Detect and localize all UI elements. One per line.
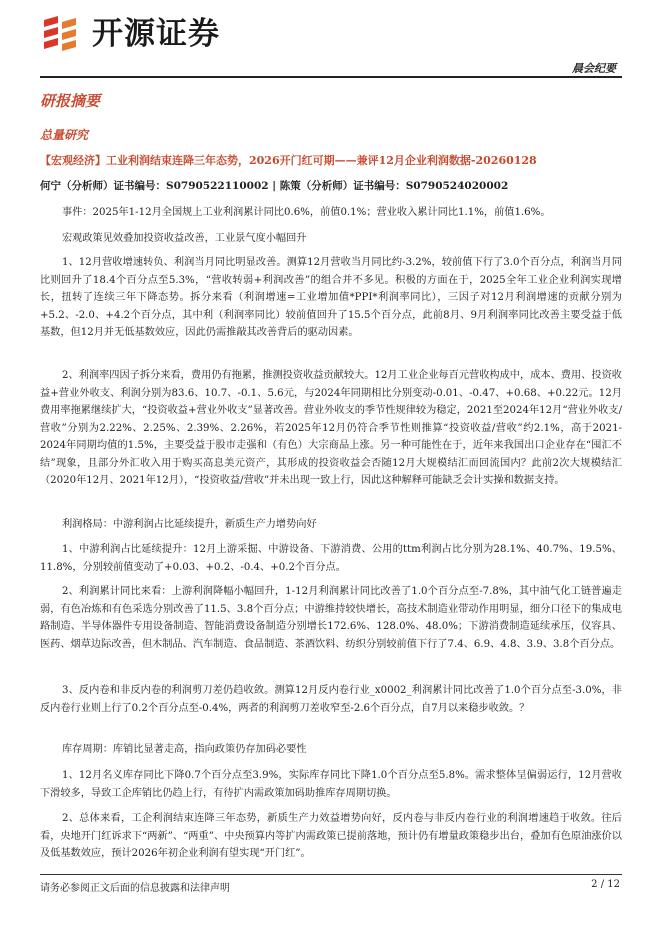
- header-divider: [40, 76, 622, 78]
- body-paragraph: 1、12月营收增速转负、利润当月同比明显改善。测算12月营收当月同比约-3.2%，较前值下行了3.0个百分点，利润当月同比则回升了18.4个百分点至5.3%，“营收转弱+利润改善”的组合并不多见。积极的方面在于，2025全年工业企业利润实现增长，扭转了连续三年下降态势。拆分来看（利润增速=工业增加值*PPI*利润率同比），三因子对12月利润增速的贡献分别为+5.2、-2.0、+4.2个百分点，其中利（利润率同比）较前值回升了15.5个百分点，此前8月、9月利润率同比改善主要受益于低基数，但12月并无低基数效应，因此仍需推敲其改善背后的驱动因素。: [40, 257, 622, 338]
- paragraph-heading: 宏观政策见效叠加投资收益改善，工业景气度小幅回升: [62, 233, 307, 244]
- sub-title: 总量研究: [40, 128, 89, 142]
- body-paragraph: 2、总体来看，工企利润结束连降三年态势，新质生产力效益增势向好，反内卷与非反内卷行业的利润增速趋于收敛。往后看，央地开门红诉求下“两新”、“两重”、中央预算内等扩内需政策已提前落地，预计仍有增量政策稳步出台，叠加有色原油涨价以及低基数效应，预计2026年初企业利润有望实现“开门红”。: [40, 813, 622, 859]
- footer-divider: [40, 874, 622, 875]
- company-logo-icon: [40, 14, 82, 54]
- author-line: 何宁（分析师）证书编号：S0790522110002 | 陈策（分析师）证书编号：S0790524020002: [40, 180, 509, 192]
- body-paragraph: 1、12月名义库存同比下降0.7个百分点至3.9%，实际库存同比下降1.0个百分点至5.8%。需求整体呈偏弱运行，12月营收下滑较多，导致工企库销比仍趋上行，有待扩内需政策加码助推库存周期切换。: [40, 770, 622, 799]
- page-number: 2 / 12: [591, 879, 620, 890]
- section-title: 研报摘要: [40, 92, 101, 110]
- company-logo-text: 开源证券: [92, 16, 220, 52]
- body-paragraph: 2、利润率四因子拆分来看，费用仍有拖累，推测投资收益贡献较大。12月工业企业每百元营收构成中，成本、费用、投资收益+营业外收支、利润分别为83.6、10.7、-0.1、5.6元，与2024年同期相比分别变动-0.01、-0.47、+0.68、+0.22元。12月费用率拖累继续扩大，“投资收益+营业外收支”显著改善。营业外收支的季节性规律较为稳定，2021至2024年12月“营业外收支/营收”分别为2.22%、2.25%、2.39%、2.26%，若2025年12月仍符合季节性则推算“投资收益/营收”约2.1%，高于2021-2024年同期均值的1.5%，主要受益于股市走强和（有色）大宗商品上涨。另一种可能性在于，近年来我国出口企业存在“囤汇不结”现象，且部分外汇收入用于购买高息美元资产，其形成的投资收益会否随12月大规模结汇而回流国内？此前2次大规模结汇（2020年12月、2021年12月），“投资收益/营收”并未出现一致上行，因此这种解释可能缺乏会计实操和数据支持。: [40, 370, 622, 486]
- footer-disclaimer: 请务必参阅正文后面的信息披露和法律声明: [40, 883, 230, 894]
- event-paragraph: 事件：2025年1-12月全国规上工业利润累计同比0.6%，前值0.1%；营业收入累计同比1.1%，前值1.6%。: [62, 207, 551, 218]
- body-paragraph: 2、利润累计同比来看：上游利润降幅小幅回升，1-12月利润累计同比改善了1.0个百分点至-7.8%，其中油气化工链普遍走弱，有色冶炼和有色采选分别改善了11.5、3.8个百分点；中游维持较快增长，高技术制造业带动作用明显，细分口径下的集成电路制造、半导体器件专用设备制造、智能消费设备制造分别增长172.6%、128.0%、48.0%；下游消费制造延续承压，仪容具、医药、烟草边际改善，但木制品、汽车制造、食品制造、茶酒饮料、纺织分别较前值下行了7.4、6.9、4.8、3.9、3.8个百分点。: [40, 586, 622, 650]
- paragraph-heading: 利润格局：中游利润占比延续提升，新质生产力增势向好: [62, 519, 317, 530]
- body-paragraph: 1、中游利润占比延续提升：12月上游采掘、中游设备、下游消费、公用的ttm利润占比分别为28.1%、40.7%、19.5%、11.8%，分别较前值变动了+0.03、+0.2、-0.4、+0.2个百分点。: [40, 544, 622, 573]
- paragraph-heading: 库存周期：库销比显著走高，指向政策仍存加码必要性: [62, 744, 307, 755]
- body-paragraph: 3、反内卷和非反内卷的利润剪刀差仍趋收敛。测算12月反内卷行业_x0002_利润累计同比改善了1.0个百分点至-3.0%，非反内卷行业则上行了0.2个百分点至-0.4%，两者的利润剪刀差收窄至-2.6个百分点，自7月以来稳步收敛。？: [40, 685, 622, 714]
- header-tag: 晨会纪要: [572, 62, 616, 75]
- report-title: 【宏观经济】工业利润结束连降三年态势，2026开门红可期——兼评12月企业利润数据-20260128: [40, 154, 537, 167]
